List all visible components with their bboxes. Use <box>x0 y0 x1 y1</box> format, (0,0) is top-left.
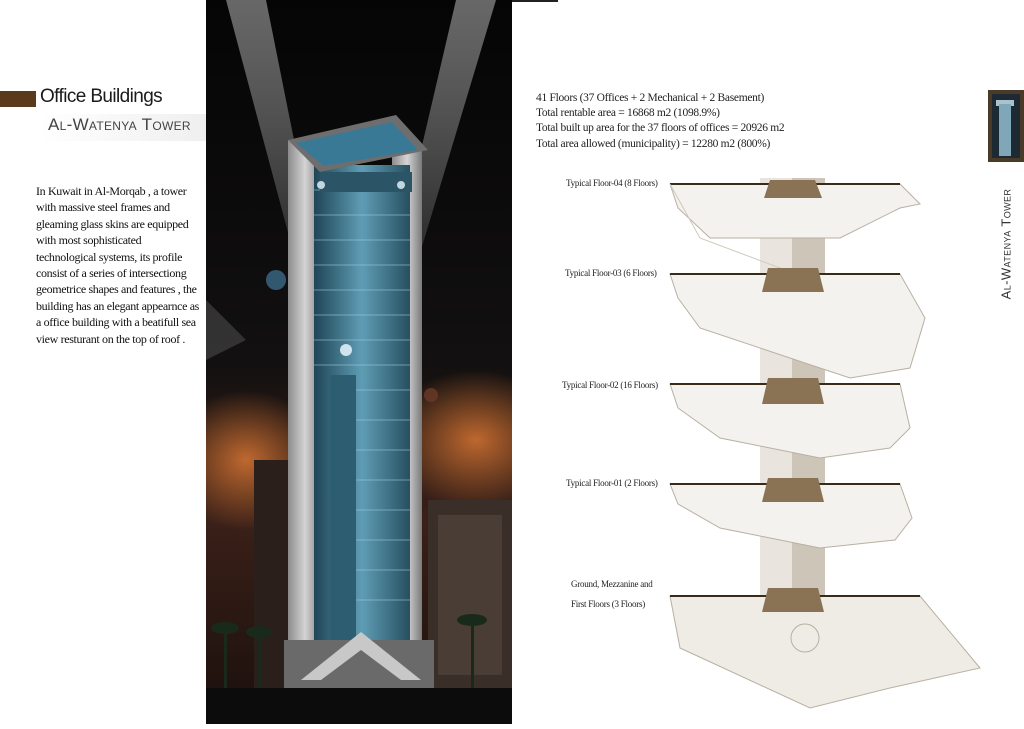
floor-label-ground-line2: First Floors (3 Floors) <box>571 599 646 609</box>
floor-label-ground-line1: Ground, Mezzanine and <box>571 579 653 589</box>
section-color-tab <box>0 91 36 107</box>
thumbnail-tower <box>999 104 1011 156</box>
side-vertical-label: Al-Watenya Tower <box>998 188 1014 300</box>
floor-label-03: Typical Floor-03 (6 Floors) <box>565 268 657 278</box>
floor-plate-01 <box>670 478 912 548</box>
floor-label-04: Typical Floor-04 (8 Floors) <box>566 178 658 188</box>
stat-allowed-area: Total area allowed (municipality) = 12280 m2 (800%) <box>536 137 771 150</box>
tower-rendering-image <box>206 0 512 724</box>
tower-rendering <box>206 0 512 724</box>
stat-built-up-area: Total built up area for the 37 floors of offices = 20926 m2 <box>536 122 785 135</box>
floor-plans-drawing <box>560 168 1000 724</box>
section-title: Office Buildings <box>40 86 163 107</box>
floor-label-01: Typical Floor-01 (2 Floors) <box>566 478 658 488</box>
floor-label-02: Typical Floor-02 (16 Floors) <box>562 380 658 390</box>
stat-floors: 41 Floors (37 Offices + 2 Mechanical + 2 Basement) <box>536 92 765 104</box>
page-top-rule <box>512 0 558 2</box>
floor-plate-ground <box>670 588 980 708</box>
project-statistics <box>536 91 784 152</box>
project-subtitle: Al-Watenya Tower <box>48 115 191 134</box>
side-thumbnail <box>988 90 1024 162</box>
stacked-floor-plans-diagram <box>560 168 1000 724</box>
project-description: In Kuwait in Al-Morqab , a tower with massive steel frames and gleaming glass skins are equipped with most sophisticated technological systems, its profile consist of a series of intersectiong geometrice shapes and features , the building has an elegant appearnce as a office building with a beatifull sea view resturant on the top of roof . <box>36 184 199 346</box>
stat-rentable-area: Total rentable area = 16868 m2 (1098.9%) <box>536 107 720 120</box>
floor-plate-02 <box>670 378 910 458</box>
